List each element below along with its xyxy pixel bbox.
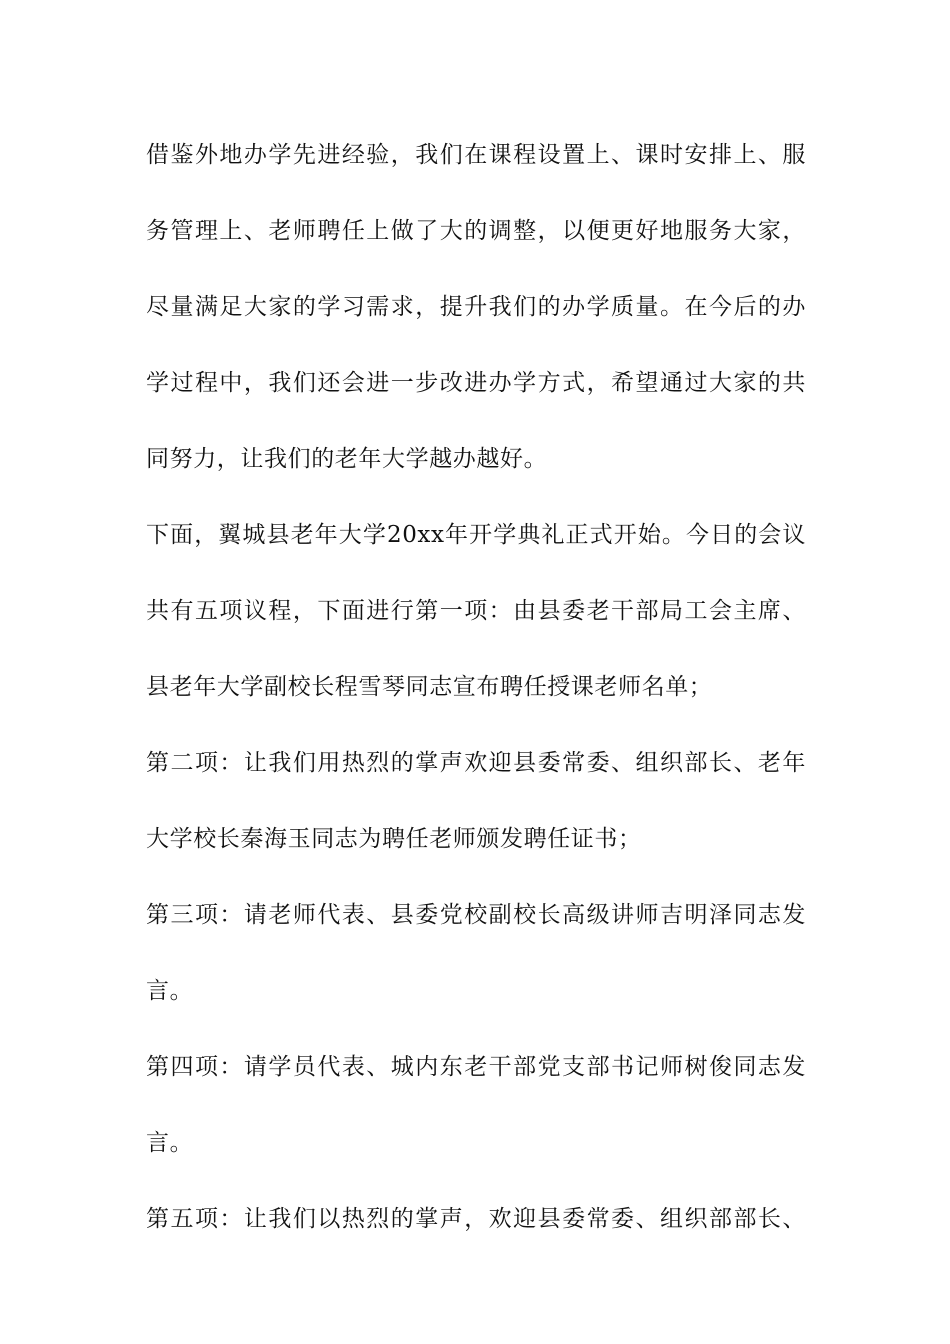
document-body xyxy=(146,135,806,1275)
text-line: 第三项：请老师代表、县委党校副校长高级讲师吉明泽同志发 xyxy=(146,902,806,928)
text-line: 言。 xyxy=(146,1130,194,1156)
text-line: 借鉴外地办学先进经验，我们在课程设置上、课时安排上、服 xyxy=(146,142,806,168)
text-line: 第五项：让我们以热烈的掌声，欢迎县委常委、组织部部长、 xyxy=(146,1206,806,1232)
text-line: 务管理上、老师聘任上做了大的调整，以便更好地服务大家， xyxy=(146,218,806,244)
text-line: 第二项：让我们用热烈的掌声欢迎县委常委、组织部长、老年 xyxy=(146,750,806,776)
text-line: 第四项：请学员代表、城内东老干部党支部书记师树俊同志发 xyxy=(146,1054,806,1080)
text-line: 县老年大学副校长程雪琴同志宣布聘任授课老师名单； xyxy=(146,674,713,700)
text-line: 共有五项议程，下面进行第一项：由县委老干部局工会主席、 xyxy=(146,598,806,624)
text-line: 尽量满足大家的学习需求，提升我们的办学质量。在今后的办 xyxy=(146,294,806,320)
text-line: 学过程中，我们还会进一步改进办学方式，希望通过大家的共 xyxy=(146,370,806,396)
text-line: 下面，翼城县老年大学20xx年开学典礼正式开始。今日的会议 xyxy=(146,522,806,548)
text-line: 言。 xyxy=(146,978,194,1004)
text-line: 大学校长秦海玉同志为聘任老师颁发聘任证书； xyxy=(146,826,642,852)
text-line: 同努力，让我们的老年大学越办越好。 xyxy=(146,446,548,472)
